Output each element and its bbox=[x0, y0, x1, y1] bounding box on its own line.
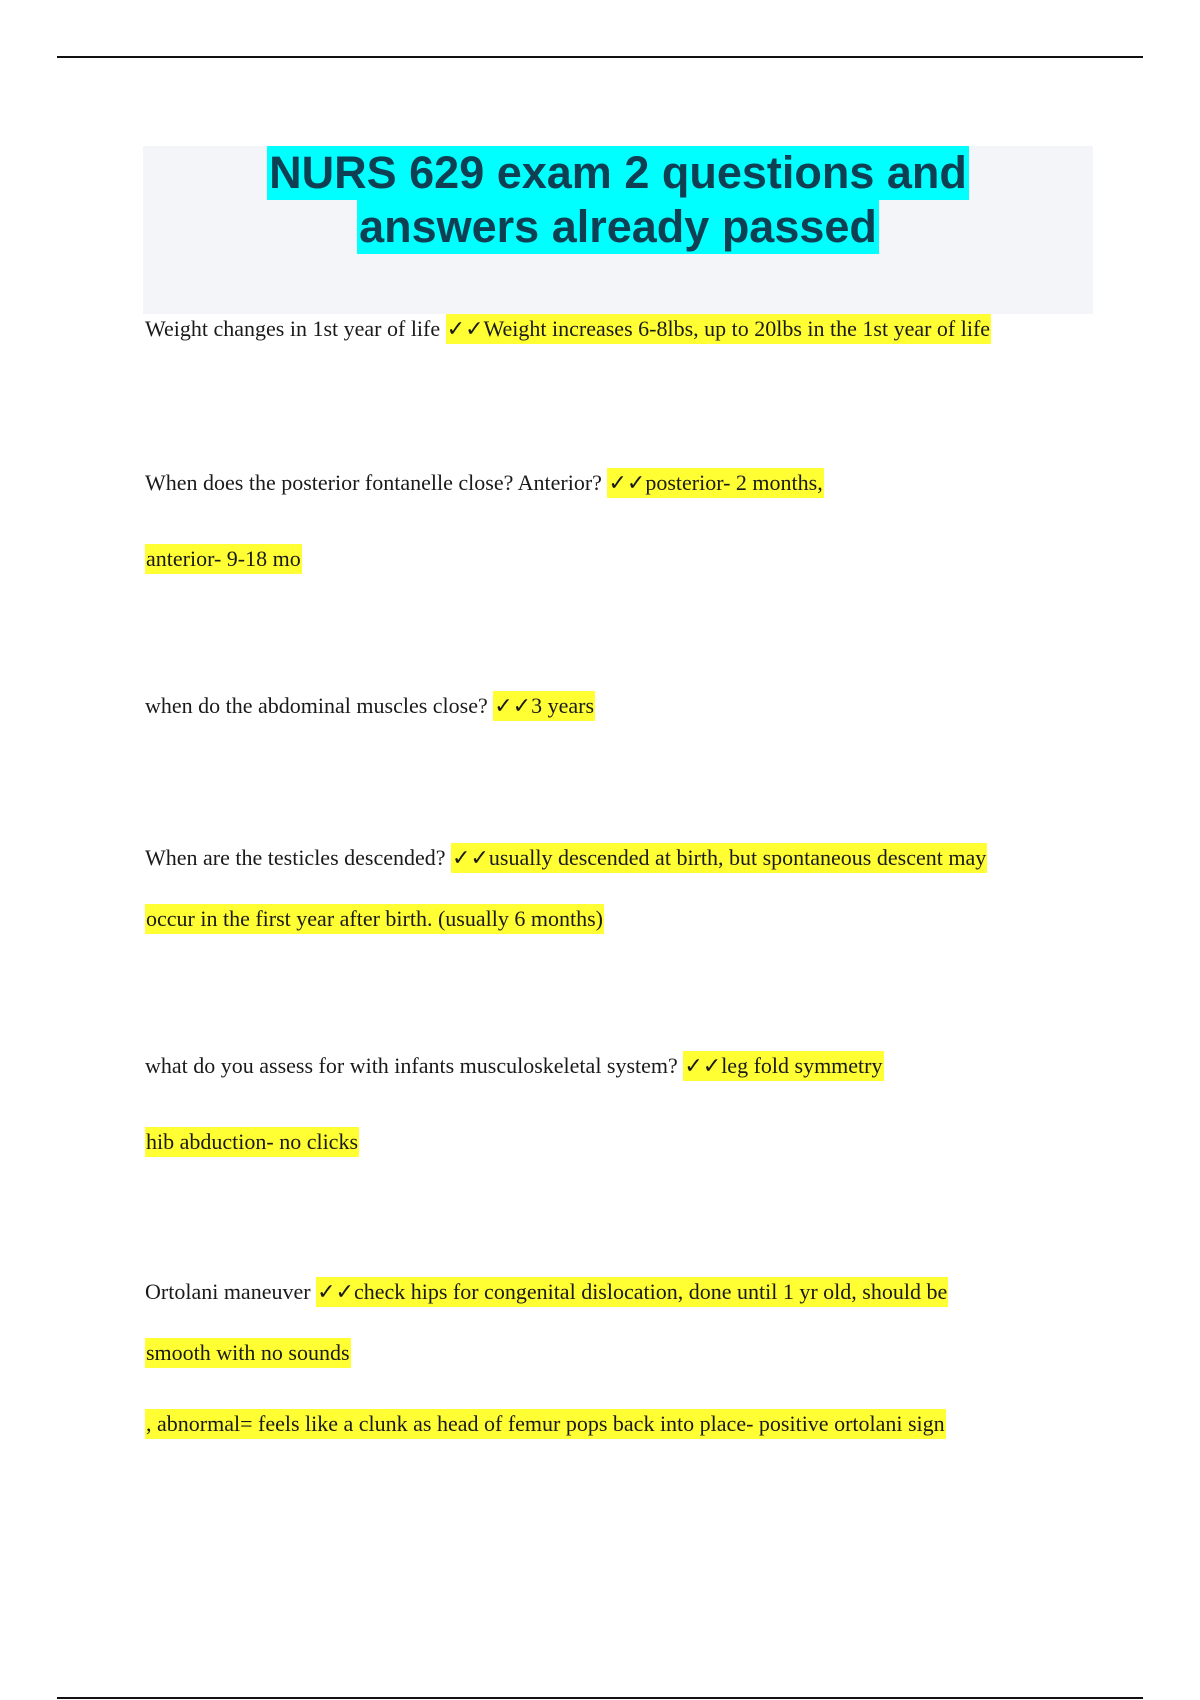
answer-text: occur in the first year after birth. (usually 6 months) bbox=[145, 904, 604, 934]
document-title-line-2: answers already passed bbox=[359, 201, 877, 252]
qa-item-6 bbox=[145, 1276, 948, 1309]
qa-item-6-continuation-2 bbox=[145, 1408, 946, 1440]
double-check-icon: ✓✓ bbox=[608, 471, 646, 496]
answer-text: , abnormal= feels like a clunk as head of femur pops back into place- positive ortolani sign bbox=[145, 1409, 946, 1439]
question-text: When does the posterior fontanelle close? Anterior? bbox=[145, 470, 602, 495]
double-check-icon: ✓✓ bbox=[317, 1280, 354, 1305]
top-rule bbox=[57, 56, 1143, 58]
question-text: Ortolani maneuver bbox=[145, 1279, 311, 1304]
qa-item-5 bbox=[145, 1050, 884, 1083]
document-title-line-1: NURS 629 exam 2 questions and bbox=[269, 147, 967, 198]
qa-item-3 bbox=[145, 690, 595, 723]
answer-highlight bbox=[446, 314, 991, 344]
answer-text: check hips for congenital dislocation, done until 1 yr old, should be bbox=[353, 1279, 948, 1304]
answer-text: hib abduction- no clicks bbox=[145, 1127, 359, 1157]
question-text: when do the abdominal muscles close? bbox=[145, 693, 488, 718]
qa-item-4 bbox=[145, 842, 987, 875]
answer-highlight bbox=[316, 1277, 948, 1307]
qa-item-1 bbox=[145, 313, 991, 346]
answer-text: Weight increases 6-8lbs, up to 20lbs in the 1st year of life bbox=[483, 316, 991, 341]
qa-item-2-continuation bbox=[145, 543, 302, 575]
question-text: Weight changes in 1st year of life bbox=[145, 316, 441, 341]
answer-highlight bbox=[607, 468, 823, 498]
double-check-icon: ✓✓ bbox=[452, 846, 489, 871]
title-block bbox=[143, 146, 1093, 314]
answer-highlight bbox=[451, 843, 987, 873]
answer-text: leg fold symmetry bbox=[721, 1053, 883, 1078]
double-check-icon: ✓✓ bbox=[446, 317, 484, 342]
double-check-icon: ✓✓ bbox=[684, 1054, 722, 1079]
answer-highlight bbox=[493, 691, 595, 721]
question-text: When are the testicles descended? bbox=[145, 845, 446, 870]
qa-item-5-continuation bbox=[145, 1126, 359, 1158]
answer-text: 3 years bbox=[531, 693, 595, 718]
question-text: what do you assess for with infants musculoskeletal system? bbox=[145, 1053, 678, 1078]
answer-text: posterior- 2 months, bbox=[645, 470, 823, 495]
qa-item-6-continuation-1 bbox=[145, 1337, 351, 1369]
answer-highlight bbox=[683, 1051, 883, 1081]
answer-text: smooth with no sounds bbox=[145, 1338, 351, 1368]
bottom-rule bbox=[57, 1697, 1143, 1699]
qa-item-4-continuation bbox=[145, 903, 604, 935]
qa-item-2 bbox=[145, 467, 824, 500]
double-check-icon: ✓✓ bbox=[494, 694, 532, 719]
answer-text: anterior- 9-18 mo bbox=[145, 544, 302, 574]
answer-text: usually descended at birth, but spontaneous descent may bbox=[488, 845, 987, 870]
